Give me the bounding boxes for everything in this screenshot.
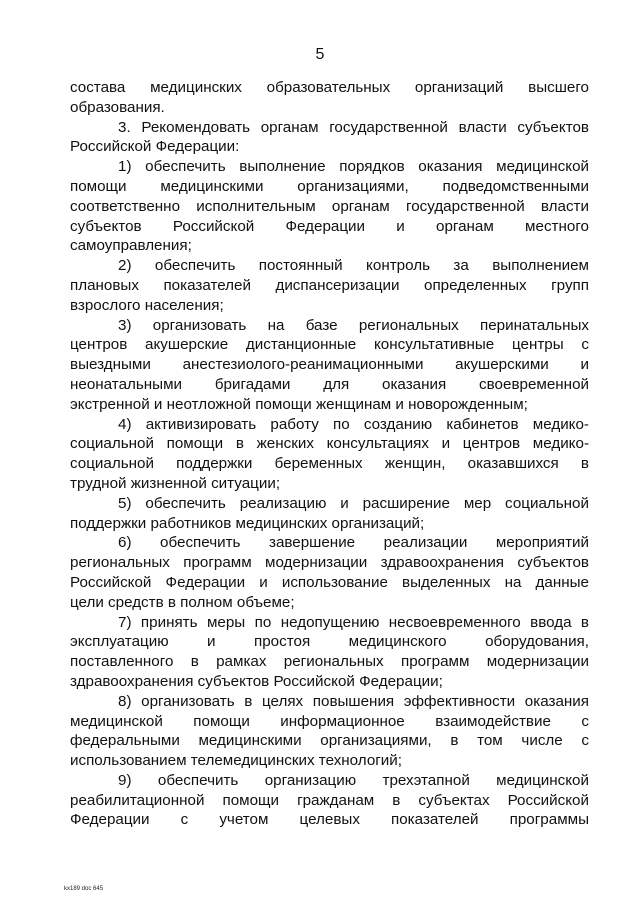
text-line: 8) организовать в целях повышения эффективности оказания <box>118 692 589 710</box>
text-line: 2) обеспечить постоянный контроль за выполнением <box>118 257 589 275</box>
text-line: 3) организовать на базе региональных перинатальных <box>118 316 589 334</box>
document-body <box>70 78 589 830</box>
text-line: федеральными медицинскими организациями, в том числе с <box>70 732 589 750</box>
page-number: 5 <box>315 46 325 63</box>
text-line: цели средств в полном объеме; <box>70 593 295 611</box>
document-footer-code: kx189 doc 645 <box>64 886 104 892</box>
text-line: соответственно исполнительным органам государственной власти <box>70 197 589 215</box>
text-line: неонатальными бригадами для оказания своевременной <box>70 375 589 393</box>
text-line: состава медицинских образовательных организаций высшего <box>70 79 589 96</box>
text-line: помощи медицинскими организациями, подведомственными <box>70 177 589 195</box>
text-line: эксплуатацию и простоя медицинского оборудования, <box>70 633 589 651</box>
text-line: использованием телемедицинских технологий; <box>70 752 402 770</box>
text-line: плановых показателей диспансеризации определенных групп <box>70 276 589 294</box>
text-line: 7) принять меры по недопущению несвоевременного ввода в <box>118 613 589 631</box>
text-line: медицинской помощи информационное взаимодействие с <box>70 712 589 730</box>
text-line: Федерации с учетом целевых показателей программы <box>70 811 589 829</box>
text-line: субъектов Российской Федерации и органам местного <box>70 217 589 235</box>
text-line: выездными анестезиолого-реанимационными акушерскими и <box>70 356 589 374</box>
text-line: 1) обеспечить выполнение порядков оказания медицинской <box>118 158 589 176</box>
text-line: Российской Федерации и использование выделенных на данные <box>70 573 589 591</box>
text-line: образования. <box>70 98 165 116</box>
text-line: 4) активизировать работу по созданию кабинетов медико- <box>118 415 589 433</box>
text-line: социальной помощи в женских консультациях и центров медико- <box>70 435 589 453</box>
text-line: 3. Рекомендовать органам государственной власти субъектов <box>118 118 589 136</box>
text-line: поставленного в рамках региональных программ модернизации <box>70 653 589 671</box>
text-line: региональных программ модернизации здравоохранения субъектов <box>70 554 589 572</box>
text-line: 5) обеспечить реализацию и расширение мер социальной <box>118 494 589 512</box>
text-line: экстренной и неотложной помощи женщинам и новорожденным; <box>70 395 528 413</box>
text-line: центров акушерские дистанционные консультативные центры с <box>70 336 589 354</box>
text-line: взрослого населения; <box>70 296 224 314</box>
text-line: трудной жизненной ситуации; <box>70 474 281 492</box>
text-line: поддержки работников медицинских организаций; <box>70 514 425 532</box>
text-line: самоуправления; <box>70 237 192 255</box>
text-line: 9) обеспечить организацию трехэтапной медицинской <box>118 771 589 789</box>
text-line: Российской Федерации: <box>70 138 240 156</box>
text-line: социальной поддержки беременных женщин, оказавшихся в <box>70 455 589 473</box>
text-line: 6) обеспечить завершение реализации мероприятий <box>118 534 589 552</box>
text-line: здравоохранения субъектов Российской Федерации; <box>70 672 443 690</box>
text-line: реабилитационной помощи гражданам в субъектах Российской <box>70 791 589 809</box>
